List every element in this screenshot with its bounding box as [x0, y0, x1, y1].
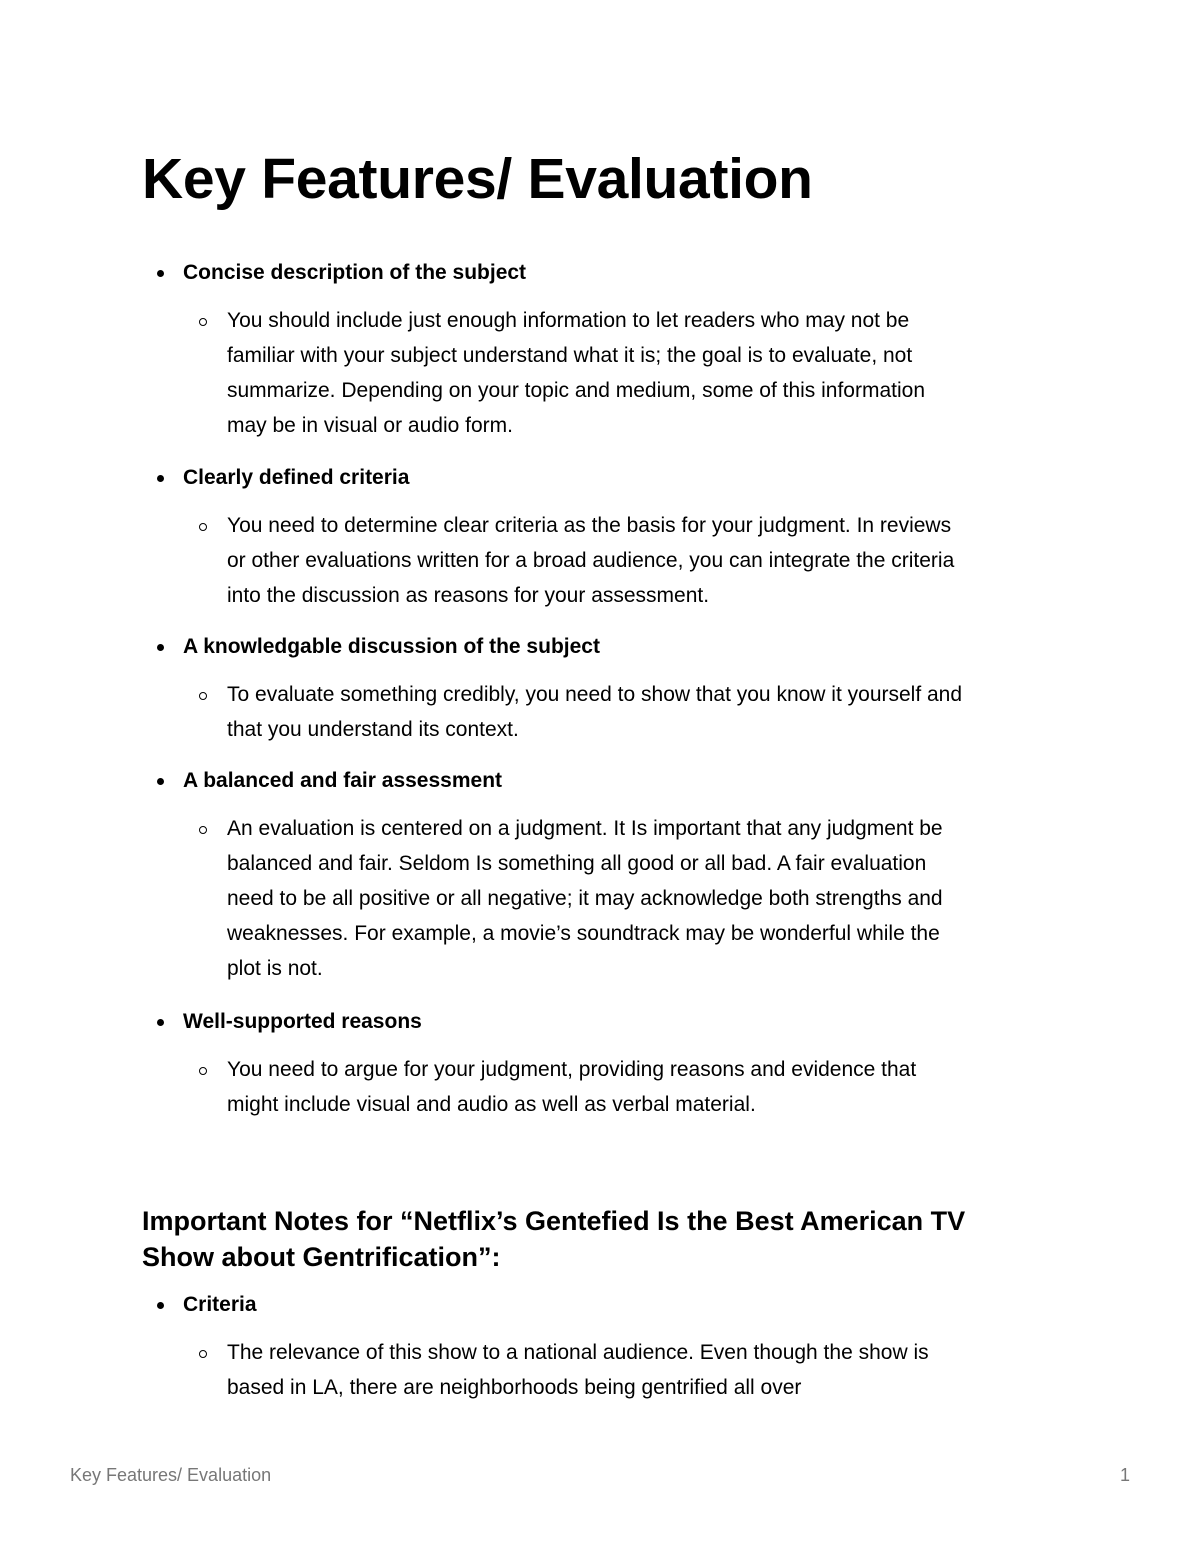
description-line: weaknesses. For example, a movie’s soundtrack may be wonderful while the — [227, 922, 940, 945]
notes-item-description — [0, 1335, 1057, 1405]
description-line: summarize. Depending on your topic and medium, some of this information — [227, 379, 926, 402]
feature-heading-text: Clearly defined criteria — [183, 466, 410, 489]
description-line: need to be all positive or all negative; it may acknowledge both strengths and — [227, 887, 943, 910]
description-line: balanced and fair. Seldom Is something all good or all bad. A fair evaluation — [227, 852, 927, 875]
bullet-circle-icon — [199, 826, 207, 834]
footer-document-title: Key Features/ Evaluation — [70, 1465, 272, 1485]
notes-item-criteria — [0, 1291, 1200, 1405]
feature-item-concise-description — [0, 259, 1200, 443]
feature-heading-text: Well-supported reasons — [183, 1010, 422, 1033]
description-line: You should include just enough information to let readers who may not be — [227, 309, 910, 332]
bullet-disc-icon — [157, 1019, 164, 1026]
bullet-circle-icon — [199, 692, 207, 700]
feature-description — [0, 677, 1057, 747]
description-line: You need to determine clear criteria as the basis for your judgment. In reviews — [227, 514, 952, 537]
feature-description — [0, 508, 1057, 613]
description-line: familiar with your subject understand what it is; the goal is to evaluate, not — [227, 344, 913, 367]
feature-item-well-supported-reasons — [0, 1008, 1200, 1122]
bullet-disc-icon — [157, 270, 164, 277]
feature-heading — [0, 259, 1200, 287]
feature-heading-text: A balanced and fair assessment — [183, 769, 503, 792]
description-line: might include visual and audio as well as verbal material. — [227, 1093, 756, 1116]
description-line: The relevance of this show to a national audience. Even though the show is — [227, 1341, 929, 1364]
feature-description — [0, 1052, 1057, 1122]
notes-heading-line: Important Notes for “Netflix’s Gentefied Is the Best American TV — [142, 1206, 966, 1236]
page-title: Key Features/ Evaluation — [142, 147, 813, 211]
feature-heading — [0, 633, 1200, 661]
footer-page-number: 1 — [1119, 1465, 1130, 1485]
description-line: An evaluation is centered on a judgment. It Is important that any judgment be — [227, 817, 943, 840]
description-line: To evaluate something credibly, you need to show that you know it yourself and — [227, 683, 963, 706]
feature-heading — [0, 767, 1200, 795]
bullet-circle-icon — [199, 1350, 207, 1358]
description-line: plot is not. — [227, 957, 323, 980]
description-line: or other evaluations written for a broad audience, you can integrate the criteria — [227, 549, 955, 572]
description-line: may be in visual or audio form. — [227, 414, 513, 437]
feature-item-knowledgable-discussion — [0, 633, 1200, 747]
notes-heading — [142, 1203, 965, 1275]
description-line: into the discussion as reasons for your assessment. — [227, 584, 710, 607]
feature-item-clearly-defined-criteria — [0, 464, 1200, 613]
feature-item-balanced-assessment — [0, 767, 1200, 986]
description-line: that you understand its context. — [227, 718, 519, 741]
bullet-disc-icon — [157, 475, 164, 482]
bullet-circle-icon — [199, 318, 207, 326]
bullet-circle-icon — [199, 523, 207, 531]
notes-heading-line: Show about Gentrification”: — [142, 1242, 501, 1272]
feature-heading — [0, 1008, 1200, 1036]
feature-heading — [0, 464, 1200, 492]
feature-heading-text: A knowledgable discussion of the subject — [183, 635, 600, 658]
notes-item-heading — [0, 1291, 1200, 1319]
description-line: You need to argue for your judgment, providing reasons and evidence that — [227, 1058, 917, 1081]
bullet-circle-icon — [199, 1067, 207, 1075]
notes-item-heading-text: Criteria — [183, 1293, 257, 1316]
description-line: based in LA, there are neighborhoods being gentrified all over — [227, 1376, 802, 1399]
feature-description — [0, 303, 1057, 443]
bullet-disc-icon — [157, 1302, 164, 1309]
feature-heading-text: Concise description of the subject — [183, 261, 527, 284]
feature-description — [0, 811, 1057, 986]
bullet-disc-icon — [157, 778, 164, 785]
bullet-disc-icon — [157, 644, 164, 651]
